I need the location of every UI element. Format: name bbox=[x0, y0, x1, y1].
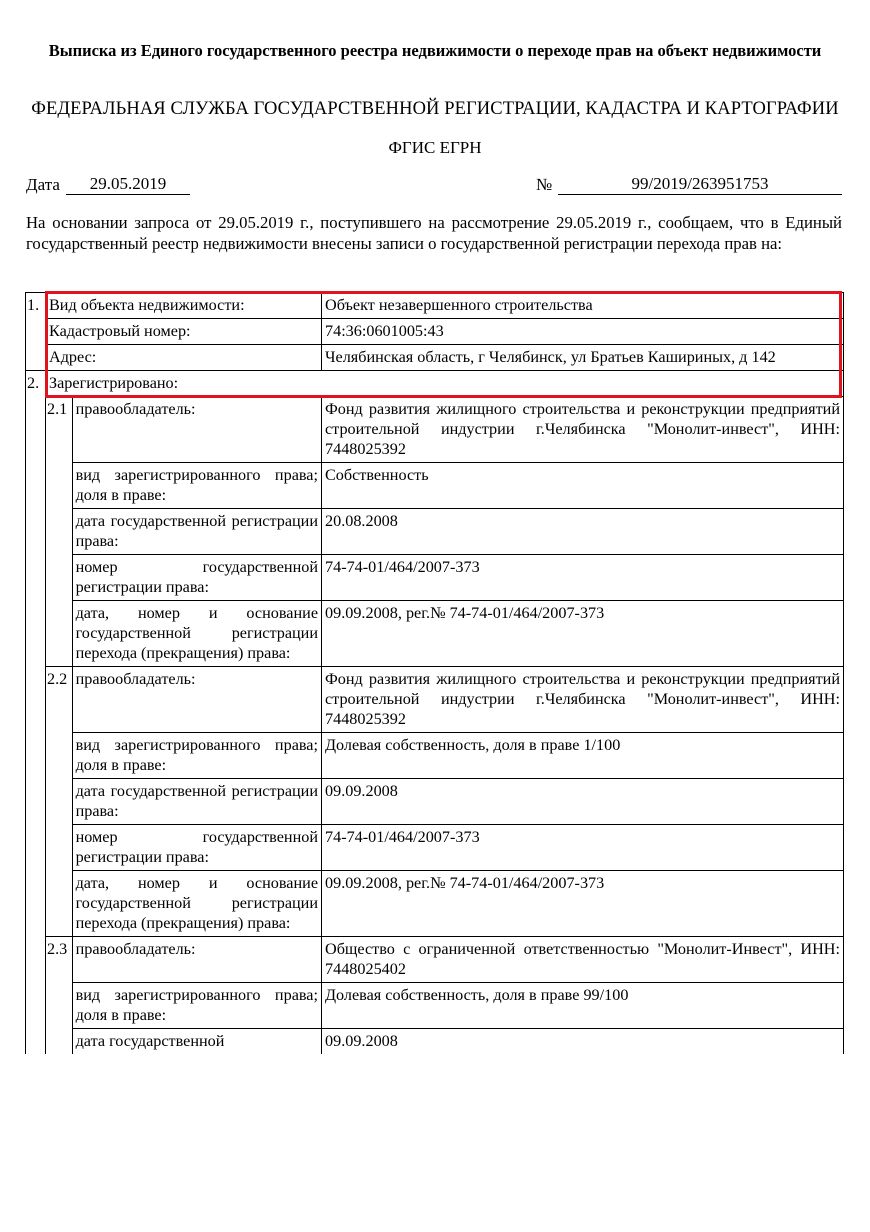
entry-key: дата, номер и основание государственной регистрации перехода (прекращения) права: bbox=[72, 601, 321, 667]
entry-value: Долевая собственность, доля в праве 99/100 bbox=[322, 983, 844, 1029]
entry-row bbox=[26, 983, 844, 1029]
entry-row bbox=[26, 779, 844, 825]
entry-value: 20.08.2008 bbox=[322, 509, 844, 555]
object-row-address bbox=[26, 345, 844, 371]
entry-row bbox=[26, 555, 844, 601]
entry-number: 2.1 bbox=[46, 397, 73, 667]
entry-value: 09.09.2008, рег.№ 74-74-01/464/2007-373 bbox=[322, 601, 844, 667]
object-value: 74:36:0601005:43 bbox=[322, 319, 844, 345]
object-value: Объект незавершенного строительства bbox=[322, 293, 844, 319]
number-value: 99/2019/263951753 bbox=[558, 174, 842, 195]
entry-key: правообладатель: bbox=[72, 937, 321, 983]
entry-key: дата государственной регистрации права: bbox=[72, 509, 321, 555]
entry-row bbox=[26, 509, 844, 555]
date-label: Дата bbox=[26, 175, 60, 194]
registered-label: Зарегистрировано: bbox=[46, 371, 844, 397]
entry-value: Фонд развития жилищного строительства и реконструкции предприятий строительной индустрии г.Челябинска "Монолит-инвест", ИНН: 7448025392 bbox=[322, 397, 844, 463]
entry-row bbox=[26, 825, 844, 871]
object-row-cadastral bbox=[26, 319, 844, 345]
object-value: Челябинская область, г Челябинск, ул Братьев Кашириных, д 142 bbox=[322, 345, 844, 371]
intro-paragraph: На основании запроса от 29.05.2019 г., поступившего на рассмотрение 29.05.2019 г., сообщаем, что в Единый государственный реестр недвижимости внесены записи о государственной регистрации перехода прав на: bbox=[26, 213, 842, 253]
registered-header-row bbox=[26, 371, 844, 397]
entry-value: Собственность bbox=[322, 463, 844, 509]
section-number: 1. bbox=[26, 293, 46, 371]
agency-name: ФЕДЕРАЛЬНАЯ СЛУЖБА ГОСУДАРСТВЕННОЙ РЕГИСТРАЦИИ, КАДАСТРА И КАРТОГРАФИИ bbox=[31, 99, 839, 119]
entry-row bbox=[26, 937, 844, 983]
object-key: Кадастровый номер: bbox=[46, 319, 322, 345]
entry-value: 09.09.2008 bbox=[322, 1029, 844, 1055]
entry-row bbox=[26, 397, 844, 463]
entry-key: правообладатель: bbox=[72, 667, 321, 733]
object-key: Вид объекта недвижимости: bbox=[46, 293, 322, 319]
entry-value: 74-74-01/464/2007-373 bbox=[322, 825, 844, 871]
entry-key: дата государственной регистрации права: bbox=[72, 779, 321, 825]
entry-key: вид зарегистрированного права; доля в праве: bbox=[72, 463, 321, 509]
object-key: Адрес: bbox=[46, 345, 322, 371]
number-label: № bbox=[536, 175, 553, 194]
entry-row bbox=[26, 667, 844, 733]
registry-table bbox=[25, 292, 844, 1054]
entry-key: дата, номер и основание государственной регистрации перехода (прекращения) права: bbox=[72, 871, 321, 937]
entry-row bbox=[26, 733, 844, 779]
entry-key: дата государственной bbox=[72, 1029, 321, 1055]
entry-value: 74-74-01/464/2007-373 bbox=[322, 555, 844, 601]
entry-value: 09.09.2008 bbox=[322, 779, 844, 825]
entry-value: Долевая собственность, доля в праве 1/100 bbox=[322, 733, 844, 779]
entry-key: номер государственной регистрации права: bbox=[72, 825, 321, 871]
entry-key: номер государственной регистрации права: bbox=[72, 555, 321, 601]
entry-key: вид зарегистрированного права; доля в праве: bbox=[72, 983, 321, 1029]
entry-value: Общество с ограниченной ответственностью "Монолит-Инвест", ИНН: 7448025402 bbox=[322, 937, 844, 983]
entry-row bbox=[26, 463, 844, 509]
entry-number: 2.2 bbox=[46, 667, 73, 937]
system-name: ФГИС ЕГРН bbox=[388, 138, 482, 157]
entry-key: вид зарегистрированного права; доля в праве: bbox=[72, 733, 321, 779]
entry-number: 2.3 bbox=[46, 937, 73, 1055]
date-value: 29.05.2019 bbox=[66, 174, 190, 195]
section-number: 2. bbox=[26, 371, 46, 1055]
page-cut-mask bbox=[0, 1172, 870, 1232]
entry-value: Фонд развития жилищного строительства и реконструкции предприятий строительной индустрии г.Челябинска "Монолит-инвест", ИНН: 7448025392 bbox=[322, 667, 844, 733]
entry-row bbox=[26, 871, 844, 937]
entry-key: правообладатель: bbox=[72, 397, 321, 463]
document-title: Выписка из Единого государственного реестра недвижимости о переходе прав на объект недвижимости bbox=[48, 41, 822, 60]
object-row-type bbox=[26, 293, 844, 319]
entry-row bbox=[26, 601, 844, 667]
entry-row bbox=[26, 1029, 844, 1055]
entry-value: 09.09.2008, рег.№ 74-74-01/464/2007-373 bbox=[322, 871, 844, 937]
